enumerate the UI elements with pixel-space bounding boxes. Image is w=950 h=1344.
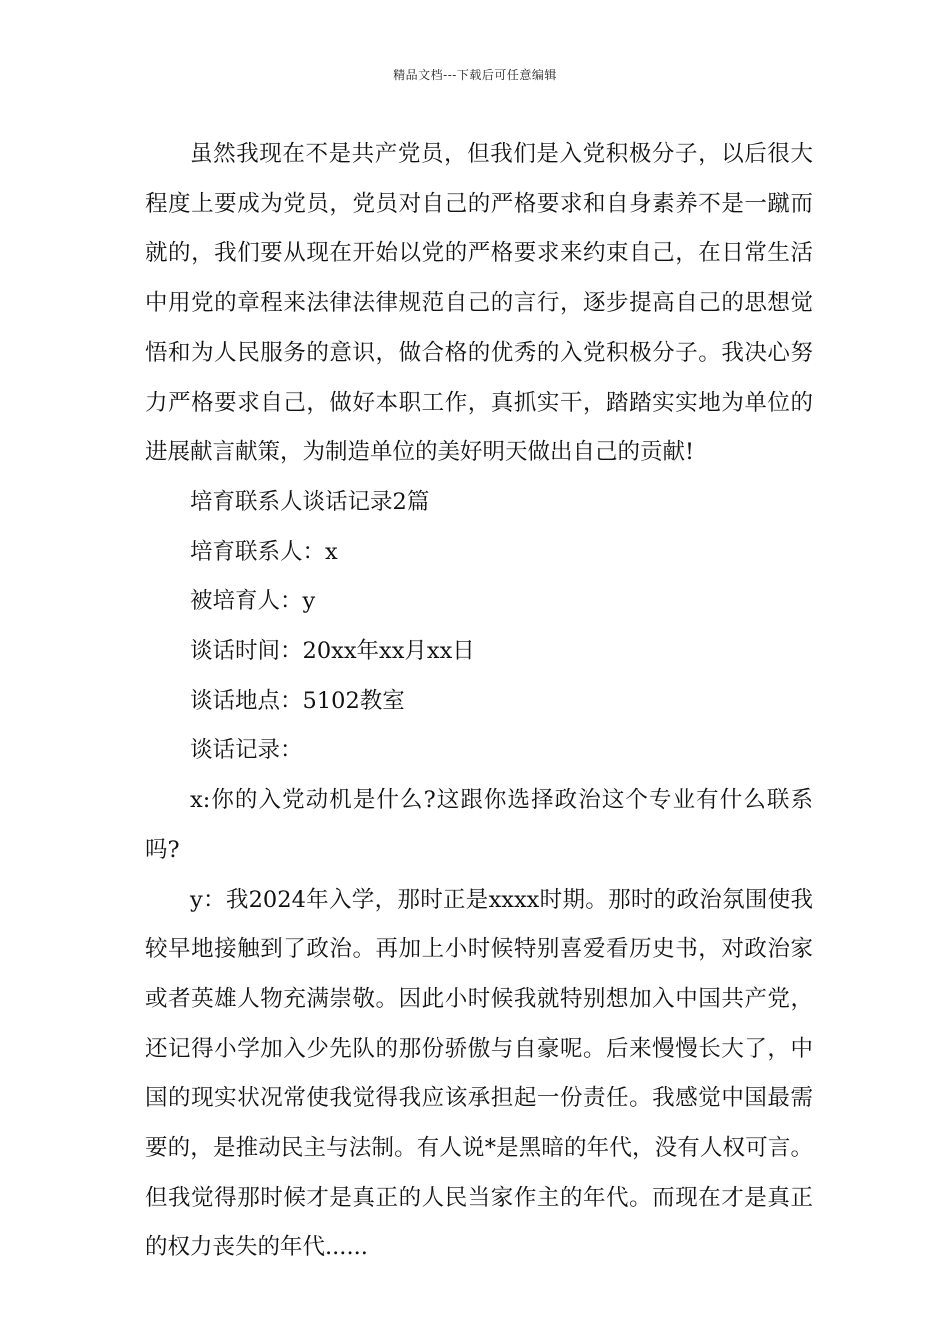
talk-time-line: 谈话时间：20xx年xx月xx日 [190, 638, 475, 665]
document-body [145, 130, 813, 1273]
commitment-paragraph: 虽然我现在不是共产党员，但我们是入党积极分子，以后很大程度上要成为党员，党员对自己的严格要求和自身素养不是一蹴而就的，我们要从现在开始以党的严格要求来约束自己，在日常生活中用党的章程来法律法律规范自己的言行，逐步提高自己的思想觉悟和为人民服务的意识，做合格的优秀的入党积极分子。我决心努力严格要求自己，做好本职工作，真抓实干，踏踏实实地为单位的进展献言献策，为制造单位的美好明天做出自己的贡献! [145, 141, 813, 466]
page-header: 精品文档---下载后可任意编辑 [393, 68, 557, 82]
talk-record-label: 谈话记录： [190, 737, 303, 764]
talk-location-line: 谈话地点：5102教室 [190, 687, 405, 714]
mentee-line: 被培育人：y [190, 588, 316, 615]
section-title: 培育联系人谈话记录2篇 [190, 488, 430, 515]
question-paragraph: x:你的入党动机是什么?这跟你选择政治这个专业有什么联系吗? [145, 787, 813, 863]
mentor-line: 培育联系人：x [190, 538, 338, 565]
answer-paragraph: y：我2024年入学，那时正是xxxx时期。那时的政治氛围使我较早地接触到了政治。再加上小时候特别喜爱看历史书，对政治家或者英雄人物充满崇敬。因此小时候我就特别想加入中国共产党，还记得小学加入少先队的那份骄傲与自豪呢。后来慢慢长大了，中国的现实状况常使我觉得我应该承担起一份责任。我感觉中国最需要的，是推动民主与法制。有人说*是黑暗的年代，没有人权可言。但我觉得那时候才是真正的人民当家作主的年代。而现在才是真正的权力丧失的年代...... [145, 886, 813, 1261]
